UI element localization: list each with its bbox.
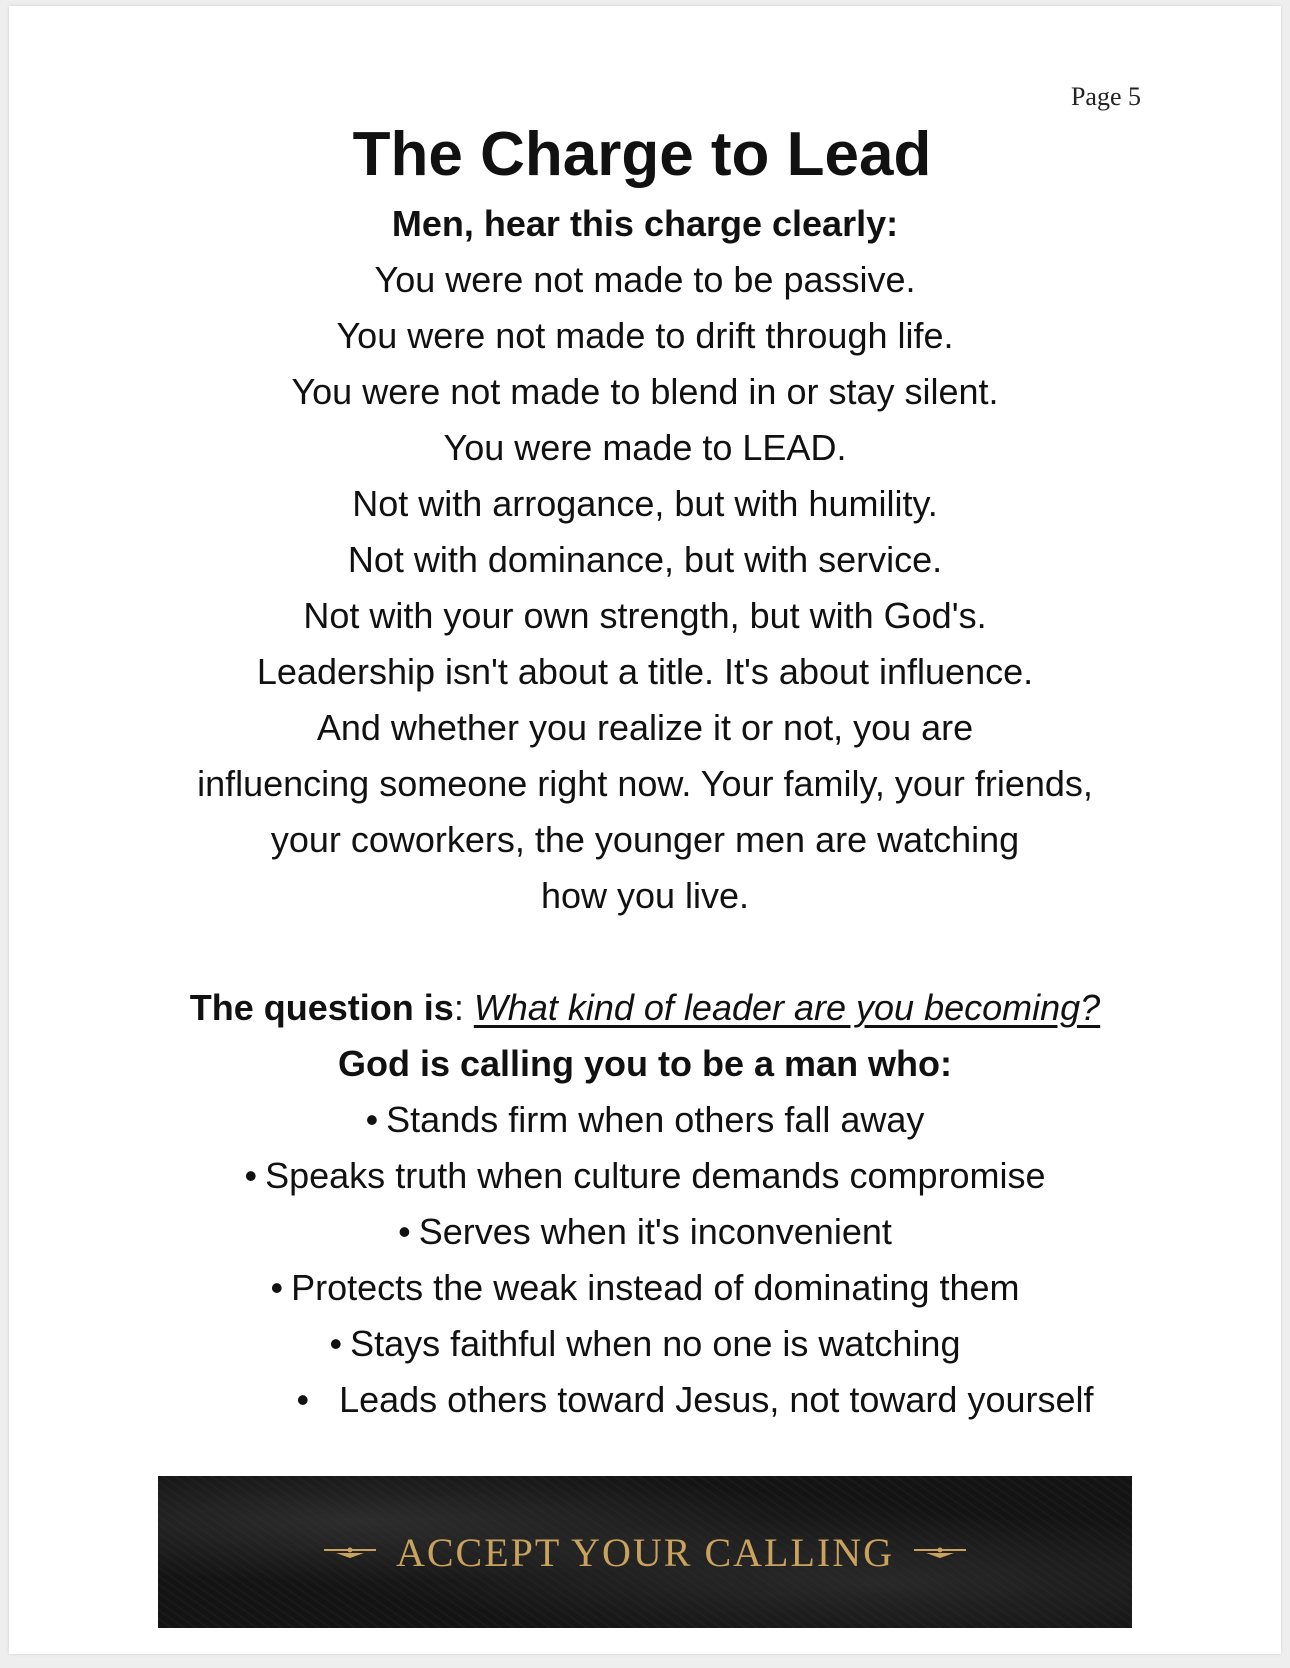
- ornament-arrow-icon: [322, 1544, 378, 1560]
- list-item: [9, 1092, 1281, 1148]
- body-line: You were not made to drift through life.: [336, 315, 954, 356]
- body-line: Not with arrogance, but with humility.: [352, 483, 938, 524]
- accept-calling-banner[interactable]: [158, 1476, 1132, 1628]
- bullet-icon: •: [398, 1211, 411, 1252]
- calling-list: [9, 1092, 1281, 1428]
- intro-line: Men, hear this charge clearly:: [391, 203, 899, 244]
- list-item-text: Stays faithful when no one is watching: [350, 1323, 961, 1364]
- body-line: You were made to LEAD.: [443, 427, 847, 468]
- page-title: The Charge to Lead: [352, 120, 932, 189]
- document-page: [9, 6, 1281, 1654]
- list-item: [9, 1204, 1281, 1260]
- bullet-icon: •: [270, 1267, 284, 1308]
- question-separator: :: [453, 987, 474, 1028]
- banner-label: ACCEPT YOUR CALLING: [395, 1529, 895, 1575]
- page-content: [9, 114, 1281, 1428]
- body-line: Leadership isn't about a title. It's about influence.: [256, 651, 1034, 692]
- bullet-icon: •: [244, 1155, 258, 1196]
- question-line: [9, 980, 1281, 1036]
- body-line: how you live.: [540, 875, 750, 916]
- page-number: Page 5: [1070, 82, 1141, 111]
- list-item: [9, 1316, 1281, 1372]
- body-line: your coworkers, the younger men are watching: [270, 819, 1020, 860]
- question-label: The question is: [189, 987, 454, 1028]
- body-line: And whether you realize it or not, you are: [316, 707, 974, 748]
- body-line: You were not made to blend in or stay silent.: [291, 371, 999, 412]
- list-item-text: Serves when it's inconvenient: [418, 1211, 892, 1252]
- list-item-text: Speaks truth when culture demands compromise: [265, 1155, 1046, 1196]
- list-item-text: Protects the weak instead of dominating them: [291, 1267, 1020, 1308]
- ornament-arrow-icon: [912, 1544, 968, 1560]
- calling-heading: God is calling you to be a man who:: [337, 1043, 953, 1084]
- body-line: Not with dominance, but with service.: [347, 539, 943, 580]
- bullet-icon: •: [329, 1323, 343, 1364]
- body-line: Not with your own strength, but with God's.: [303, 595, 987, 636]
- list-item: [59, 1372, 1290, 1428]
- list-item: [9, 1260, 1281, 1316]
- bullet-icon: •: [365, 1099, 379, 1140]
- question-text: What kind of leader are you becoming?: [473, 987, 1101, 1028]
- list-item-text: Leads others toward Jesus, not toward yourself: [339, 1379, 1094, 1420]
- list-item-text: Stands firm when others fall away: [386, 1099, 925, 1140]
- bullet-icon: •: [296, 1379, 310, 1420]
- list-item: [9, 1148, 1281, 1204]
- body-line: influencing someone right now. Your family, your friends,: [197, 763, 1093, 804]
- body-line: You were not made to be passive.: [374, 259, 916, 300]
- spacer: [9, 924, 1281, 980]
